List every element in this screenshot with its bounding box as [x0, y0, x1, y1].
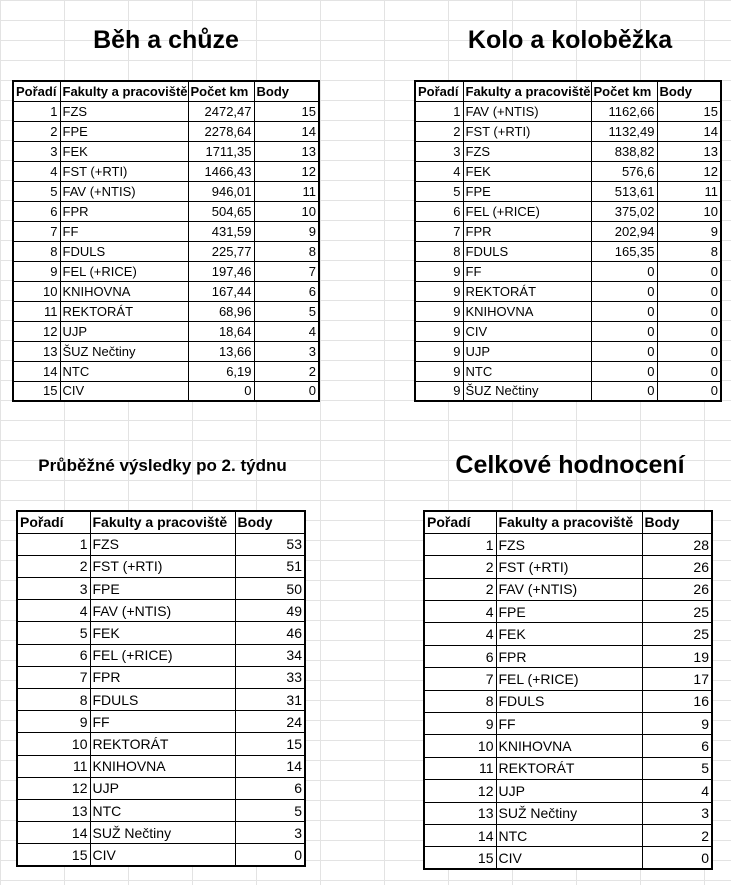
table-cell: 10: [17, 733, 90, 755]
table-cell: 3: [17, 578, 90, 600]
table-beh-a-chuze: [12, 80, 320, 402]
table-row: [424, 668, 712, 690]
table-cell: SUŽ Nečtiny: [90, 822, 235, 844]
column-header: Body: [235, 511, 305, 533]
table-cell: 13: [254, 141, 319, 161]
table-cell: 8: [17, 689, 90, 711]
table-cell: NTC: [60, 361, 188, 381]
table-row: [415, 321, 721, 341]
table-cell: 1: [17, 533, 90, 555]
table-cell: 17: [642, 668, 712, 690]
table-cell: 15: [254, 101, 319, 121]
table-cell: FZS: [496, 533, 642, 555]
table-row: [17, 666, 305, 688]
table-row: [13, 261, 319, 281]
table-cell: FST (+RTI): [463, 121, 591, 141]
table-row: [17, 799, 305, 821]
table-cell: 504,65: [188, 201, 254, 221]
table-cell: 7: [424, 668, 496, 690]
table-cell: 12: [13, 321, 60, 341]
table-row: [415, 281, 721, 301]
table-cell: 0: [642, 847, 712, 869]
table-cell: 375,02: [591, 201, 657, 221]
table-cell: 11: [17, 755, 90, 777]
table-cell: 18,64: [188, 321, 254, 341]
table-row: [415, 301, 721, 321]
table-cell: 50: [235, 578, 305, 600]
table-cell: CIV: [496, 847, 642, 869]
table-row: [17, 689, 305, 711]
table-cell: 28: [642, 533, 712, 555]
table-row: [17, 622, 305, 644]
table-row: [424, 623, 712, 645]
table-cell: REKTORÁT: [90, 733, 235, 755]
table-cell: 11: [13, 301, 60, 321]
table-row: [13, 321, 319, 341]
table-cell: 2472,47: [188, 101, 254, 121]
table-cell: 9: [657, 221, 721, 241]
table-cell: FAV (+NTIS): [90, 600, 235, 622]
table-cell: 15: [657, 101, 721, 121]
table-cell: 9: [415, 381, 463, 401]
table-row: [17, 755, 305, 777]
table-cell: 6: [17, 644, 90, 666]
column-header: Body: [657, 81, 721, 101]
table-cell: REKTORÁT: [463, 281, 591, 301]
table-cell: 838,82: [591, 141, 657, 161]
table-cell: 8: [13, 241, 60, 261]
table-cell: 0: [657, 341, 721, 361]
table-cell: 7: [17, 666, 90, 688]
table-cell: 12: [424, 780, 496, 802]
table-cell: 197,46: [188, 261, 254, 281]
table-cell: 6: [424, 645, 496, 667]
table-cell: UJP: [60, 321, 188, 341]
table-cell: SUŽ Nečtiny: [496, 802, 642, 824]
table-cell: 15: [424, 847, 496, 869]
table-cell: KNIHOVNA: [60, 281, 188, 301]
table-cell: 0: [235, 844, 305, 866]
table-cell: 5: [415, 181, 463, 201]
column-header: Pořadí: [17, 511, 90, 533]
table-cell: FST (+RTI): [60, 161, 188, 181]
header-row: [13, 81, 319, 101]
table-cell: 6: [254, 281, 319, 301]
table-cell: 25: [642, 623, 712, 645]
table-row: [415, 361, 721, 381]
table-cell: 7: [254, 261, 319, 281]
table-row: [415, 221, 721, 241]
column-header: Fakulty a pracoviště: [463, 81, 591, 101]
table-row: [13, 121, 319, 141]
table-cell: FDULS: [463, 241, 591, 261]
table-cell: 12: [254, 161, 319, 181]
table-cell: 9: [415, 321, 463, 341]
table-cell: 9: [13, 261, 60, 281]
table-cell: FDULS: [496, 690, 642, 712]
table-cell: KNIHOVNA: [496, 735, 642, 757]
table-row: [415, 121, 721, 141]
table-cell: 0: [591, 281, 657, 301]
table-cell: 1466,43: [188, 161, 254, 181]
table-cell: 46: [235, 622, 305, 644]
table-cell: 2278,64: [188, 121, 254, 141]
table-cell: 15: [17, 844, 90, 866]
table-cell: 14: [424, 824, 496, 846]
table-row: [13, 341, 319, 361]
table-cell: 34: [235, 644, 305, 666]
table-cell: FST (+RTI): [90, 555, 235, 577]
table-cell: 4: [424, 623, 496, 645]
table-cell: FEK: [496, 623, 642, 645]
table-row: [13, 101, 319, 121]
table-cell: 15: [13, 381, 60, 401]
table-cell: 9: [415, 261, 463, 281]
title-beh-a-chuze: Běh a chůze: [93, 26, 239, 54]
table-cell: 3: [235, 822, 305, 844]
table-cell: 6: [415, 201, 463, 221]
table-cell: 576,6: [591, 161, 657, 181]
table-row: [13, 201, 319, 221]
table-cell: 14: [17, 822, 90, 844]
table-row: [13, 241, 319, 261]
table-cell: FPR: [496, 645, 642, 667]
table-cell: 513,61: [591, 181, 657, 201]
table-cell: FPE: [496, 601, 642, 623]
table-row: [424, 757, 712, 779]
table-cell: 0: [591, 321, 657, 341]
table-cell: 946,01: [188, 181, 254, 201]
table-row: [424, 533, 712, 555]
column-header: Fakulty a pracoviště: [90, 511, 235, 533]
column-header: Fakulty a pracoviště: [496, 511, 642, 533]
table-cell: FAV (+NTIS): [60, 181, 188, 201]
table-cell: 5: [17, 622, 90, 644]
table-cell: 9: [642, 713, 712, 735]
column-header: Počet km: [188, 81, 254, 101]
table-row: [13, 181, 319, 201]
table-cell: 8: [254, 241, 319, 261]
table-cell: FAV (+NTIS): [496, 578, 642, 600]
table-cell: 3: [642, 802, 712, 824]
table-row: [424, 690, 712, 712]
table-cell: 0: [188, 381, 254, 401]
table-cell: 8: [424, 690, 496, 712]
column-header: Počet km: [591, 81, 657, 101]
table-row: [13, 221, 319, 241]
table-row: [13, 281, 319, 301]
table-row: [13, 161, 319, 181]
table-cell: 9: [415, 361, 463, 381]
table-cell: 6: [235, 777, 305, 799]
table-cell: FEL (+RICE): [90, 644, 235, 666]
table-cell: 6: [642, 735, 712, 757]
table-cell: 0: [657, 301, 721, 321]
table-row: [13, 381, 319, 401]
table-cell: 12: [17, 777, 90, 799]
table-cell: ŠUZ Nečtiny: [463, 381, 591, 401]
table-row: [415, 141, 721, 161]
table-cell: CIV: [463, 321, 591, 341]
table-cell: 0: [591, 341, 657, 361]
table-cell: 24: [235, 711, 305, 733]
table-cell: 2: [13, 121, 60, 141]
table-cell: FF: [90, 711, 235, 733]
table-cell: 202,94: [591, 221, 657, 241]
table-cell: 6: [13, 201, 60, 221]
column-header: Fakulty a pracoviště: [60, 81, 188, 101]
table-cell: 4: [17, 600, 90, 622]
table-row: [415, 181, 721, 201]
table-cell: 0: [591, 381, 657, 401]
table-cell: NTC: [496, 824, 642, 846]
table-row: [415, 101, 721, 121]
table-cell: KNIHOVNA: [90, 755, 235, 777]
table-cell: 25: [642, 601, 712, 623]
table-cell: 1162,66: [591, 101, 657, 121]
table-cell: FEK: [90, 622, 235, 644]
table-row: [17, 600, 305, 622]
column-header: Body: [642, 511, 712, 533]
table-cell: FZS: [90, 533, 235, 555]
table-row: [424, 601, 712, 623]
table-cell: 0: [591, 261, 657, 281]
table-cell: 5: [254, 301, 319, 321]
table-row: [424, 802, 712, 824]
table-cell: 0: [657, 361, 721, 381]
table-cell: 13,66: [188, 341, 254, 361]
table-cell: 165,35: [591, 241, 657, 261]
table-cell: 4: [642, 780, 712, 802]
table-cell: FZS: [60, 101, 188, 121]
table-row: [17, 555, 305, 577]
table-cell: 9: [254, 221, 319, 241]
table-cell: FPR: [60, 201, 188, 221]
title-kolo-a-kolobezka: Kolo a koloběžka: [467, 26, 673, 54]
table-cell: FF: [496, 713, 642, 735]
table-cell: 13: [424, 802, 496, 824]
table-cell: CIV: [60, 381, 188, 401]
table-cell: 0: [591, 361, 657, 381]
table-cell: 225,77: [188, 241, 254, 261]
table-row: [424, 735, 712, 757]
table-cell: FEL (+RICE): [463, 201, 591, 221]
table-cell: UJP: [463, 341, 591, 361]
header-row: [17, 511, 305, 533]
table-cell: 4: [424, 601, 496, 623]
table-cell: 10: [254, 201, 319, 221]
table-cell: 9: [17, 711, 90, 733]
table-row: [415, 241, 721, 261]
table-cell: KNIHOVNA: [463, 301, 591, 321]
table-row: [415, 261, 721, 281]
table-cell: ŠUZ Nečtiny: [60, 341, 188, 361]
table-cell: 14: [254, 121, 319, 141]
table-cell: 2: [642, 824, 712, 846]
table-cell: 11: [657, 181, 721, 201]
table-cell: REKTORÁT: [60, 301, 188, 321]
table-cell: 1132,49: [591, 121, 657, 141]
table-cell: 3: [13, 141, 60, 161]
table-cell: 0: [254, 381, 319, 401]
table-cell: 13: [657, 141, 721, 161]
table-row: [17, 844, 305, 866]
table-cell: NTC: [463, 361, 591, 381]
table-prubezne-vysledky: [16, 510, 306, 867]
table-cell: FF: [60, 221, 188, 241]
table-cell: 8: [415, 241, 463, 261]
table-row: [13, 301, 319, 321]
table-kolo-a-kolobezka: [414, 80, 722, 402]
table-cell: 5: [235, 799, 305, 821]
column-header: Body: [254, 81, 319, 101]
title-celkove-hodnoceni: Celkové hodnocení: [455, 451, 685, 479]
column-header: Pořadí: [13, 81, 60, 101]
table-cell: 2: [254, 361, 319, 381]
table-cell: 2: [424, 556, 496, 578]
header-row: [424, 511, 712, 533]
column-header: Pořadí: [424, 511, 496, 533]
table-cell: 2: [415, 121, 463, 141]
table-row: [13, 361, 319, 381]
table-cell: 9: [424, 713, 496, 735]
table-row: [17, 822, 305, 844]
table-cell: FEL (+RICE): [60, 261, 188, 281]
table-cell: 11: [424, 757, 496, 779]
table-row: [424, 556, 712, 578]
table-cell: 431,59: [188, 221, 254, 241]
table-cell: 14: [235, 755, 305, 777]
table-cell: 3: [415, 141, 463, 161]
table-cell: 19: [642, 645, 712, 667]
table-cell: 4: [415, 161, 463, 181]
table-cell: 6,19: [188, 361, 254, 381]
title-prubezne-vysledky: Průběžné výsledky po 2. týdnu: [38, 456, 287, 475]
table-cell: FEK: [463, 161, 591, 181]
table-cell: NTC: [90, 799, 235, 821]
table-cell: UJP: [90, 777, 235, 799]
table-row: [17, 777, 305, 799]
table-cell: FPR: [90, 666, 235, 688]
table-cell: 14: [13, 361, 60, 381]
table-cell: 10: [657, 201, 721, 221]
table-cell: 2: [17, 555, 90, 577]
table-celkove-hodnoceni: [423, 510, 713, 870]
table-cell: 53: [235, 533, 305, 555]
table-row: [424, 645, 712, 667]
table-cell: FST (+RTI): [496, 556, 642, 578]
table-row: [13, 141, 319, 161]
table-row: [17, 733, 305, 755]
table-row: [415, 161, 721, 181]
table-cell: 5: [642, 757, 712, 779]
table-cell: 14: [657, 121, 721, 141]
table-cell: 4: [13, 161, 60, 181]
table-row: [415, 341, 721, 361]
table-cell: 1: [13, 101, 60, 121]
table-cell: 33: [235, 666, 305, 688]
table-row: [424, 713, 712, 735]
table-cell: 15: [235, 733, 305, 755]
table-cell: 11: [254, 181, 319, 201]
table-cell: 2: [424, 578, 496, 600]
table-row: [424, 847, 712, 869]
table-cell: 0: [657, 381, 721, 401]
table-cell: 31: [235, 689, 305, 711]
table-cell: FDULS: [60, 241, 188, 261]
table-cell: 16: [642, 690, 712, 712]
table-cell: FAV (+NTIS): [463, 101, 591, 121]
table-row: [17, 578, 305, 600]
table-cell: 12: [657, 161, 721, 181]
table-row: [17, 644, 305, 666]
table-cell: UJP: [496, 780, 642, 802]
table-cell: 51: [235, 555, 305, 577]
table-cell: 1: [424, 533, 496, 555]
table-cell: 0: [591, 301, 657, 321]
table-cell: FPE: [60, 121, 188, 141]
table-row: [17, 711, 305, 733]
table-cell: 9: [415, 301, 463, 321]
table-cell: 3: [254, 341, 319, 361]
table-cell: 4: [254, 321, 319, 341]
table-cell: 167,44: [188, 281, 254, 301]
table-cell: 9: [415, 281, 463, 301]
table-row: [424, 824, 712, 846]
table-cell: 7: [415, 221, 463, 241]
table-cell: FZS: [463, 141, 591, 161]
table-cell: 10: [424, 735, 496, 757]
table-cell: 0: [657, 281, 721, 301]
table-cell: 0: [657, 321, 721, 341]
table-row: [17, 533, 305, 555]
table-cell: 1: [415, 101, 463, 121]
table-cell: 9: [415, 341, 463, 361]
table-cell: FPR: [463, 221, 591, 241]
table-cell: FPE: [463, 181, 591, 201]
table-cell: FEK: [60, 141, 188, 161]
column-header: Pořadí: [415, 81, 463, 101]
table-cell: 0: [657, 261, 721, 281]
table-cell: REKTORÁT: [496, 757, 642, 779]
table-row: [415, 201, 721, 221]
table-cell: 49: [235, 600, 305, 622]
table-cell: 7: [13, 221, 60, 241]
table-row: [424, 578, 712, 600]
table-cell: FDULS: [90, 689, 235, 711]
table-cell: 68,96: [188, 301, 254, 321]
table-cell: 26: [642, 556, 712, 578]
table-cell: 13: [17, 799, 90, 821]
table-cell: 8: [657, 241, 721, 261]
table-cell: 26: [642, 578, 712, 600]
table-cell: CIV: [90, 844, 235, 866]
table-cell: 10: [13, 281, 60, 301]
table-cell: FF: [463, 261, 591, 281]
table-cell: FPE: [90, 578, 235, 600]
header-row: [415, 81, 721, 101]
table-cell: 5: [13, 181, 60, 201]
table-cell: FEL (+RICE): [496, 668, 642, 690]
table-cell: 1711,35: [188, 141, 254, 161]
table-row: [424, 780, 712, 802]
table-cell: 13: [13, 341, 60, 361]
table-row: [415, 381, 721, 401]
